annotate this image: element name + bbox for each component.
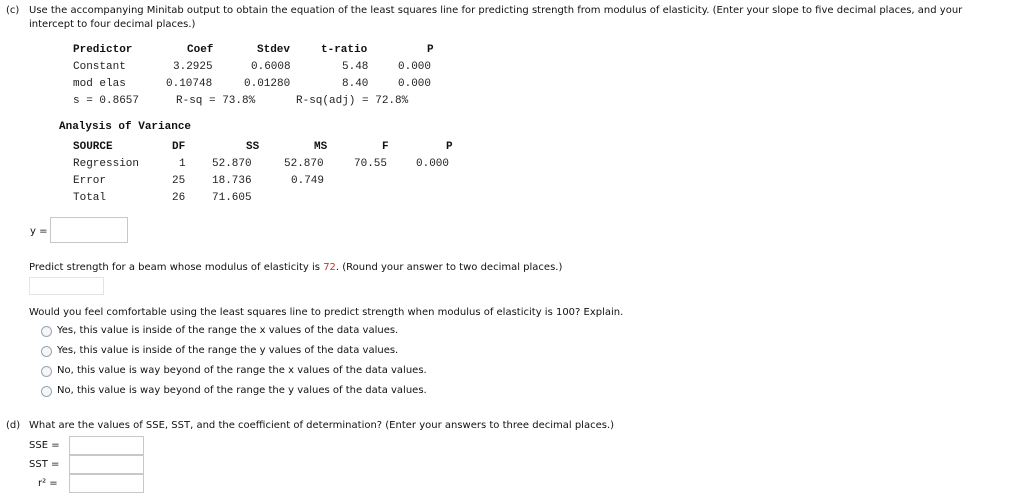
table-cell: Constant bbox=[73, 61, 126, 73]
r-squared-label: r² = bbox=[38, 478, 58, 489]
table-cell: 0.000 bbox=[398, 61, 432, 73]
part-c-label: (c) bbox=[6, 5, 20, 16]
table-cell: 0.749 bbox=[291, 175, 325, 187]
part-c-question-line2: intercept to four decimal places.) bbox=[29, 19, 196, 30]
table-cell: mod elas bbox=[73, 78, 126, 90]
table-cell: 8.40 bbox=[342, 78, 369, 90]
option-label-3[interactable]: No, this value is way beyond of the range the x values of the data values. bbox=[57, 365, 427, 376]
option-radio-1[interactable] bbox=[41, 326, 52, 337]
sst-label: SST = bbox=[29, 459, 60, 470]
rsq-value: R-sq = 73.8% bbox=[176, 95, 256, 107]
table-cell: 0.6008 bbox=[251, 61, 291, 73]
table-cell: 0.01280 bbox=[244, 78, 291, 90]
table-cell: 0.10748 bbox=[166, 78, 213, 90]
yhat-label: y = bbox=[30, 226, 48, 237]
reg-header-p: P bbox=[427, 44, 434, 56]
table-cell: 0.000 bbox=[416, 158, 450, 170]
part-c-question-line1: Use the accompanying Minitab output to obtain the equation of the least squares line for predicting strength from modulus of elasticity. (Enter your slope to five decimal places, and your bbox=[29, 5, 963, 16]
table-cell: 5.48 bbox=[342, 61, 369, 73]
table-cell: 52.870 bbox=[284, 158, 324, 170]
table-cell: 26 bbox=[172, 192, 186, 204]
table-cell: Error bbox=[73, 175, 107, 187]
table-cell: Regression bbox=[73, 158, 140, 170]
table-cell: 25 bbox=[172, 175, 186, 187]
part-d-label: (d) bbox=[6, 420, 21, 431]
table-cell: 70.55 bbox=[354, 158, 388, 170]
anova-header-p: P bbox=[446, 141, 453, 153]
option-label-1[interactable]: Yes, this value is inside of the range the x values of the data values. bbox=[57, 325, 399, 336]
sst-input[interactable] bbox=[69, 455, 144, 474]
option-label-4[interactable]: No, this value is way beyond of the range the y values of the data values. bbox=[57, 385, 427, 396]
predict-strength-input[interactable] bbox=[29, 277, 104, 295]
anova-header-ms: MS bbox=[314, 141, 328, 153]
table-cell: 1 bbox=[179, 158, 186, 170]
r-squared-input[interactable] bbox=[69, 474, 144, 493]
predict-question-prefix: Predict strength for a beam whose modulus of elasticity is bbox=[29, 262, 324, 273]
s-value: s = 0.8657 bbox=[73, 95, 140, 107]
reg-header-tratio: t-ratio bbox=[321, 44, 368, 56]
option-radio-4[interactable] bbox=[41, 386, 52, 397]
predict-question-suffix: . (Round your answer to two decimal places.) bbox=[335, 262, 563, 273]
table-cell: Total bbox=[73, 192, 107, 204]
table-cell: 18.736 bbox=[212, 175, 252, 187]
reg-header-predictor: Predictor bbox=[73, 44, 133, 56]
table-cell: 52.870 bbox=[212, 158, 252, 170]
option-label-2[interactable]: Yes, this value is inside of the range the y values of the data values. bbox=[57, 345, 399, 356]
anova-header-ss: SS bbox=[246, 141, 260, 153]
yhat-equation-input[interactable] bbox=[50, 217, 128, 243]
table-cell: 3.2925 bbox=[173, 61, 213, 73]
reg-header-coef: Coef bbox=[187, 44, 214, 56]
option-radio-3[interactable] bbox=[41, 366, 52, 377]
anova-title: Analysis of Variance bbox=[59, 121, 192, 133]
part-d-question: What are the values of SSE, SST, and the coefficient of determination? (Enter your answers to three decimal places.) bbox=[29, 420, 615, 431]
anova-header-f: F bbox=[382, 141, 389, 153]
predict-question bbox=[29, 261, 562, 275]
rsq-adj-value: R-sq(adj) = 72.8% bbox=[296, 95, 409, 107]
table-cell: 71.605 bbox=[212, 192, 252, 204]
option-radio-2[interactable] bbox=[41, 346, 52, 357]
predict-modulus-value: 72 bbox=[323, 262, 336, 273]
comfort-question: Would you feel comfortable using the least squares line to predict strength when modulus of elasticity is 100? Explain. bbox=[29, 307, 624, 318]
reg-header-stdev: Stdev bbox=[257, 44, 291, 56]
anova-header-df: DF bbox=[172, 141, 186, 153]
sse-input[interactable] bbox=[69, 436, 144, 455]
table-cell: 0.000 bbox=[398, 78, 432, 90]
sse-label: SSE = bbox=[29, 440, 60, 451]
anova-header-source: SOURCE bbox=[73, 141, 113, 153]
